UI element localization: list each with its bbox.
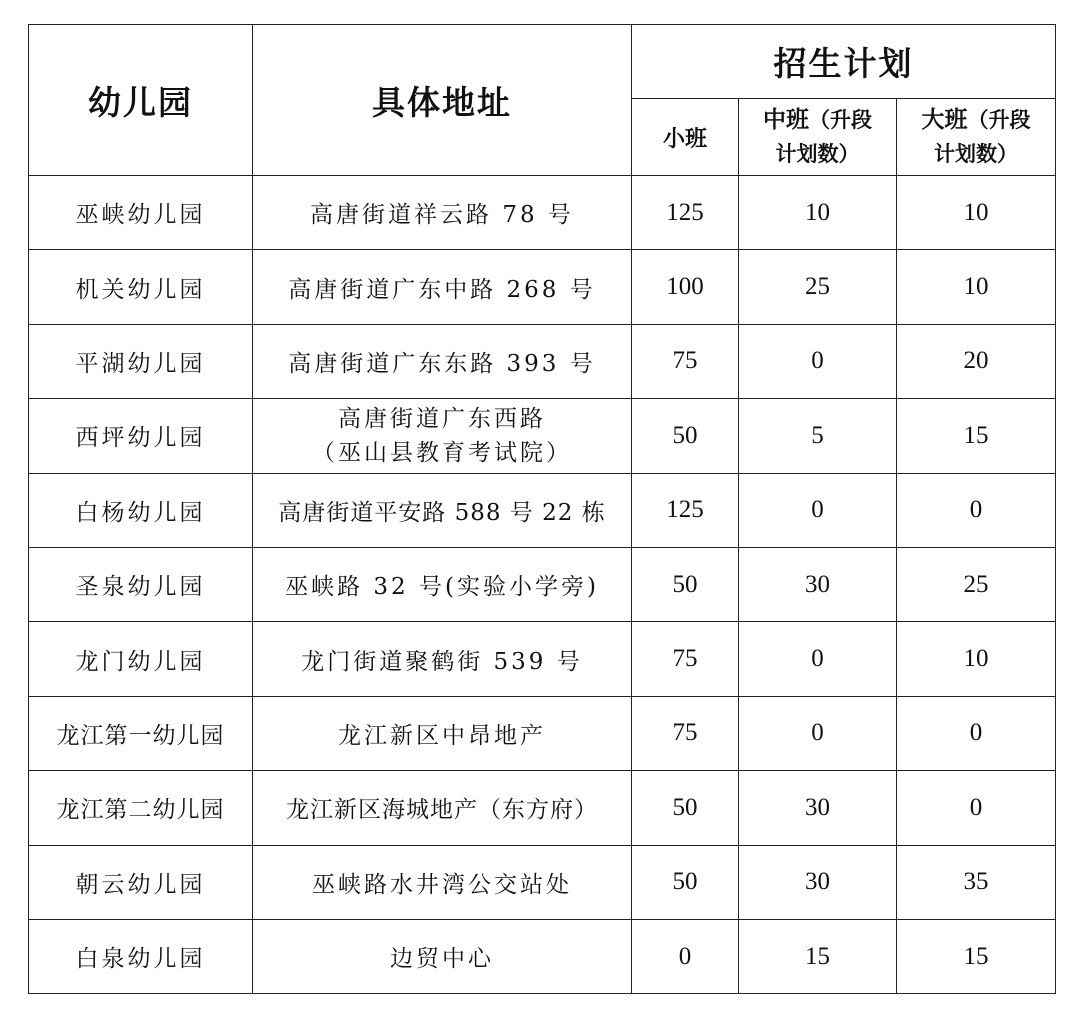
large-class-count: 10 [897,176,1056,250]
middle-class-count: 10 [739,176,897,250]
address-line2: （巫山县教育考试院） [312,439,572,466]
small-class-count: 125 [632,176,739,250]
address: 高唐街道广东东路 393 号 [253,324,632,398]
middle-class-count: 30 [739,845,897,919]
header-middle-class-suffix: （升段 [809,108,872,132]
table-row [29,771,1056,845]
table-row [29,250,1056,324]
middle-class-count: 25 [739,250,897,324]
large-class-count: 10 [897,622,1056,696]
middle-class-count: 30 [739,771,897,845]
table-row [29,547,1056,621]
table-row [29,176,1056,250]
header-middle-class-title: 中班 [763,107,809,133]
kindergarten-name: 龙江第二幼儿园 [29,771,253,845]
header-small-class: 小班 [632,99,739,176]
header-large-class-line1 [897,103,1055,137]
small-class-count: 50 [632,547,739,621]
large-class-count: 15 [897,399,1056,473]
header-address: 具体地址 [253,25,632,176]
large-class-count: 10 [897,250,1056,324]
address: 边贸中心 [253,919,632,993]
kindergarten-name: 龙江第一幼儿园 [29,696,253,770]
small-class-count: 75 [632,696,739,770]
small-class-count: 125 [632,473,739,547]
kindergarten-name: 圣泉幼儿园 [29,547,253,621]
small-class-count: 50 [632,845,739,919]
large-class-count: 15 [897,919,1056,993]
table-row [29,919,1056,993]
header-large-class-suffix: （升段 [967,108,1031,132]
address: 龙江新区中昂地产 [253,696,632,770]
kindergarten-name: 白杨幼儿园 [29,473,253,547]
table-header-row [29,25,1056,99]
middle-class-count: 0 [739,473,897,547]
middle-class-count: 0 [739,622,897,696]
kindergarten-name: 平湖幼儿园 [29,324,253,398]
small-class-count: 75 [632,324,739,398]
header-large-class [897,99,1056,176]
small-class-count: 50 [632,771,739,845]
middle-class-count: 0 [739,696,897,770]
address-line1: 高唐街道广东西路 [338,405,546,432]
table-row [29,845,1056,919]
small-class-count: 100 [632,250,739,324]
address: 巫峡路 32 号(实验小学旁) [253,547,632,621]
address: 龙门街道聚鹤街 539 号 [253,622,632,696]
header-middle-class [739,99,897,176]
header-enrollment-plan: 招生计划 [632,25,1056,99]
table-row [29,696,1056,770]
middle-class-count: 5 [739,399,897,473]
table-row [29,622,1056,696]
large-class-count: 25 [897,547,1056,621]
header-large-class-line2: 计划数） [934,142,1018,166]
table-row [29,324,1056,398]
table-row [29,473,1056,547]
header-middle-class-line1 [739,103,896,137]
large-class-count: 20 [897,324,1056,398]
large-class-count: 0 [897,771,1056,845]
kindergarten-name: 西坪幼儿园 [29,399,253,473]
address: 高唐街道平安路 588 号 22 栋 [253,473,632,547]
header-kindergarten: 幼儿园 [29,25,253,176]
address: 巫峡路水井湾公交站处 [253,845,632,919]
middle-class-count: 30 [739,547,897,621]
table-body [29,176,1056,994]
kindergarten-name: 巫峡幼儿园 [29,176,253,250]
kindergarten-name: 朝云幼儿园 [29,845,253,919]
header-large-class-title: 大班 [921,107,968,133]
kindergarten-name: 龙门幼儿园 [29,622,253,696]
middle-class-count: 0 [739,324,897,398]
large-class-count: 35 [897,845,1056,919]
address [253,399,632,473]
kindergarten-name: 机关幼儿园 [29,250,253,324]
enrollment-plan-table [28,24,1056,994]
small-class-count: 75 [632,622,739,696]
large-class-count: 0 [897,473,1056,547]
kindergarten-name: 白泉幼儿园 [29,919,253,993]
large-class-count: 0 [897,696,1056,770]
address: 高唐街道祥云路 78 号 [253,176,632,250]
address: 高唐街道广东中路 268 号 [253,250,632,324]
address: 龙江新区海城地产（东方府） [253,771,632,845]
table-row [29,399,1056,473]
small-class-count: 50 [632,399,739,473]
small-class-count: 0 [632,919,739,993]
header-middle-class-line2: 计划数） [775,142,860,166]
enrollment-table-container [28,24,1055,994]
middle-class-count: 15 [739,919,897,993]
